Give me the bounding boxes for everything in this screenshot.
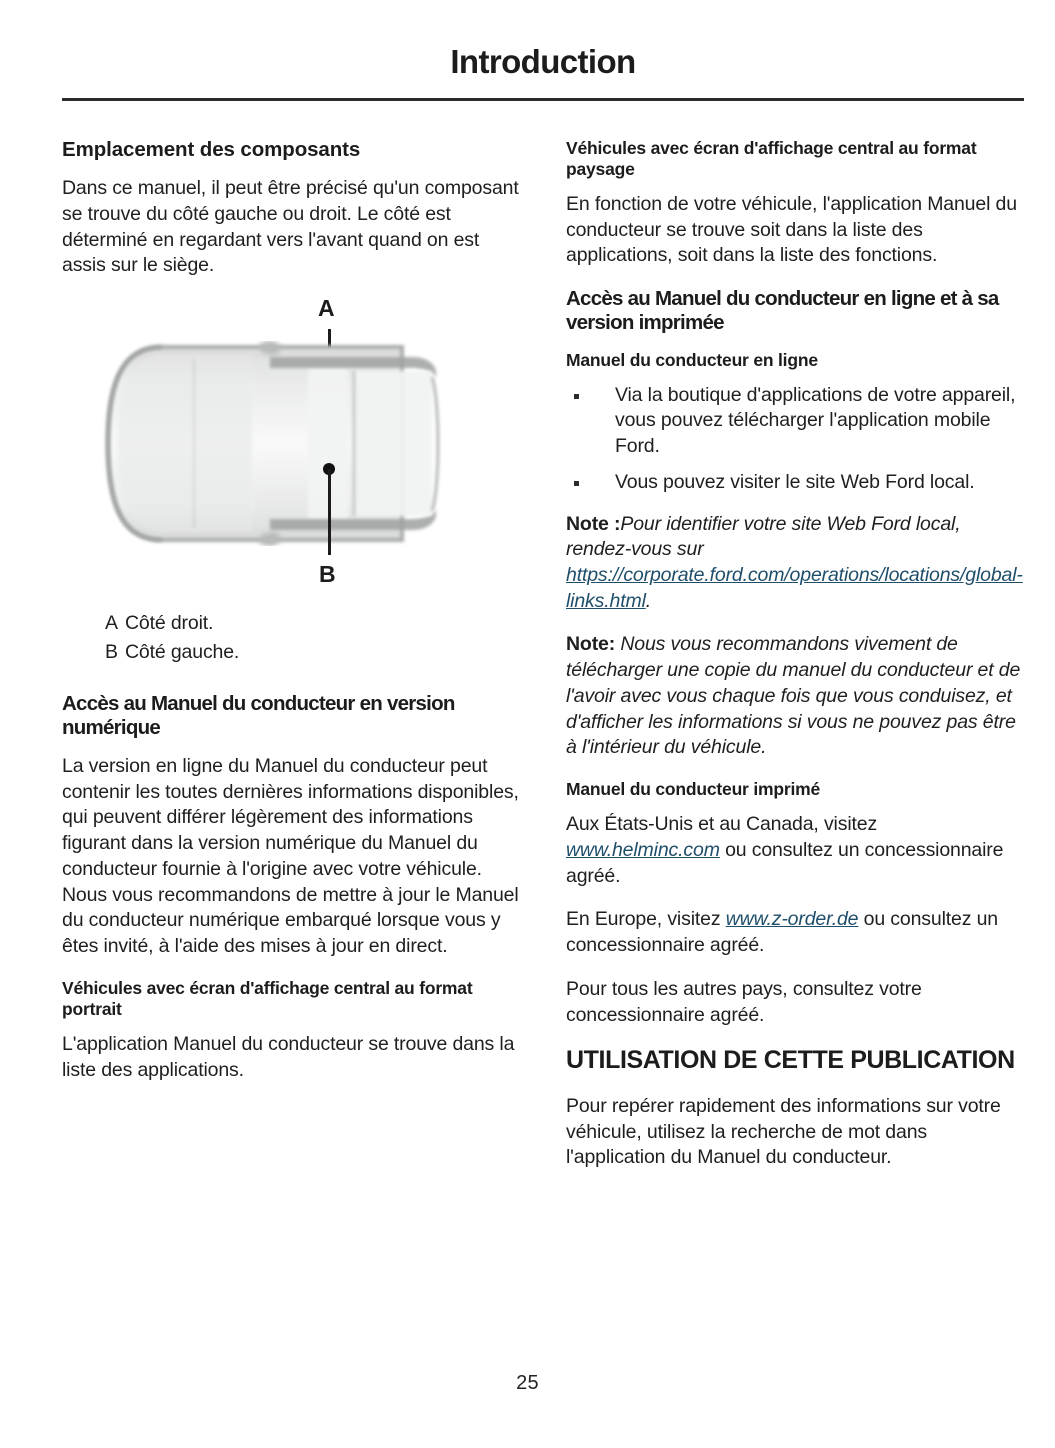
page-number: 25 bbox=[516, 1372, 539, 1394]
note-label: Note : bbox=[566, 512, 621, 535]
link-z-order[interactable]: www.z-order.de bbox=[725, 908, 859, 931]
subheading-ecran-portrait: Véhicules avec écran d'affichage central au format portrait bbox=[62, 977, 473, 1019]
callout-line-b bbox=[328, 469, 331, 555]
list-item bbox=[566, 470, 1024, 496]
list-item bbox=[566, 383, 1024, 460]
header-divider bbox=[62, 98, 1024, 101]
note-text-after: . bbox=[645, 589, 652, 612]
vehicle-orientation-figure bbox=[62, 293, 520, 603]
paragraph-utilisation-publication: Pour repérer rapidement des informations sur votre véhicule, utilisez la recherche de mot dans l'application du Manuel du conducteur. bbox=[566, 1094, 1001, 1169]
legend-row bbox=[62, 638, 520, 667]
bullet-square-icon bbox=[574, 481, 579, 486]
section-heading-utilisation-publication: UTILISATION DE CETTE PUBLICATION bbox=[566, 1046, 1015, 1075]
paragraph-ecran-portrait: L'application Manuel du conducteur se trouve dans la liste des applications. bbox=[62, 1032, 515, 1081]
legend-value: Côté gauche. bbox=[125, 641, 240, 664]
paragraph-ecran-paysage: En fonction de votre véhicule, l'application Manuel du conducteur se trouve soit dans la liste des applications, soit dans la liste des fonctions. bbox=[566, 193, 1017, 267]
legend-key: A bbox=[105, 612, 118, 635]
two-column-body bbox=[62, 138, 1024, 1189]
paragraph-europe bbox=[566, 907, 1024, 958]
note-label: Note: bbox=[566, 633, 616, 656]
text-before-link: Aux États-Unis et au Canada, visitez bbox=[566, 813, 878, 836]
paragraph-emplacement: Dans ce manuel, il peut être précisé qu'un composant se trouve du côté gauche ou droit. Le côté est déterminé en regardant vers l'avant quand on est assis sur le siège. bbox=[62, 177, 519, 277]
text-after-link: ou consultez un concessionnaire agréé. bbox=[566, 838, 1004, 887]
text-after-link: ou consultez un concessionnaire agréé. bbox=[566, 908, 998, 957]
subheading-ecran-paysage: Véhicules avec écran d'affichage central au format paysage bbox=[566, 138, 977, 179]
left-column bbox=[62, 138, 520, 1189]
page-title: Introduction bbox=[450, 43, 636, 80]
link-global-links[interactable]: https://corporate.ford.com/operations/locations/global-links.html bbox=[566, 563, 1023, 612]
paragraph-autres-pays: Pour tous les autres pays, consultez votre concessionnaire agréé. bbox=[566, 977, 922, 1026]
section-heading-acces-ligne-imprimee: Accès au Manuel du conducteur en ligne et à sa version imprimée bbox=[566, 287, 999, 335]
right-column bbox=[566, 138, 1024, 1189]
subheading-manuel-en-ligne: Manuel du conducteur en ligne bbox=[566, 349, 818, 370]
page-header bbox=[62, 44, 1024, 80]
paragraph-etats-unis-canada bbox=[566, 812, 1024, 889]
paragraph-acces-numerique: La version en ligne du Manuel du conducteur peut contenir les toutes dernières informations disponibles, qui peuvent différer légèrement des informations figurant dans la version numérique du Manuel du conducteur fournie à l'origine avec votre véhicule. Nous vous recommandons de mettre à jour le Manuel du conducteur numérique embarqué lorsque vous y êtes invité, à l'aide des mises à jour en direct. bbox=[62, 755, 519, 958]
note-telecharger-copie bbox=[566, 632, 1024, 761]
section-heading-emplacement: Emplacement des composants bbox=[62, 138, 361, 161]
text-before-link: En Europe, visitez bbox=[566, 908, 726, 931]
link-helminc[interactable]: www.helminc.com bbox=[566, 838, 720, 861]
subheading-manuel-imprime: Manuel du conducteur imprimé bbox=[566, 779, 821, 800]
figure-label-a: A bbox=[318, 295, 335, 322]
list-item-text: Vous pouvez visiter le site Web Ford local. bbox=[615, 470, 975, 493]
note-site-web-ford bbox=[566, 512, 1024, 615]
legend-row bbox=[62, 609, 520, 638]
figure-label-b: B bbox=[319, 561, 336, 588]
bullet-square-icon bbox=[574, 394, 579, 399]
section-heading-acces-numerique: Accès au Manuel du conducteur en version numérique bbox=[62, 691, 455, 739]
list-item-text: Via la boutique d'applications de votre appareil, vous pouvez télécharger l'application mobile Ford. bbox=[615, 383, 1016, 458]
vehicle-top-view-icon bbox=[102, 341, 447, 546]
note-text-before: Pour identifier votre site Web Ford local, rendez-vous sur bbox=[566, 512, 961, 561]
figure-legend bbox=[62, 609, 520, 668]
legend-key: B bbox=[105, 641, 118, 664]
note-text: Nous vous recommandons vivement de télécharger une copie du manuel du conducteur et de l'avoir avec vous chaque fois que vous conduisez, et d'afficher les informations si vous ne pouvez pas être à l'intérieur du véhicule. bbox=[566, 633, 1021, 759]
bullet-list-manuel-en-ligne bbox=[566, 383, 1024, 496]
legend-value: Côté droit. bbox=[125, 612, 214, 635]
